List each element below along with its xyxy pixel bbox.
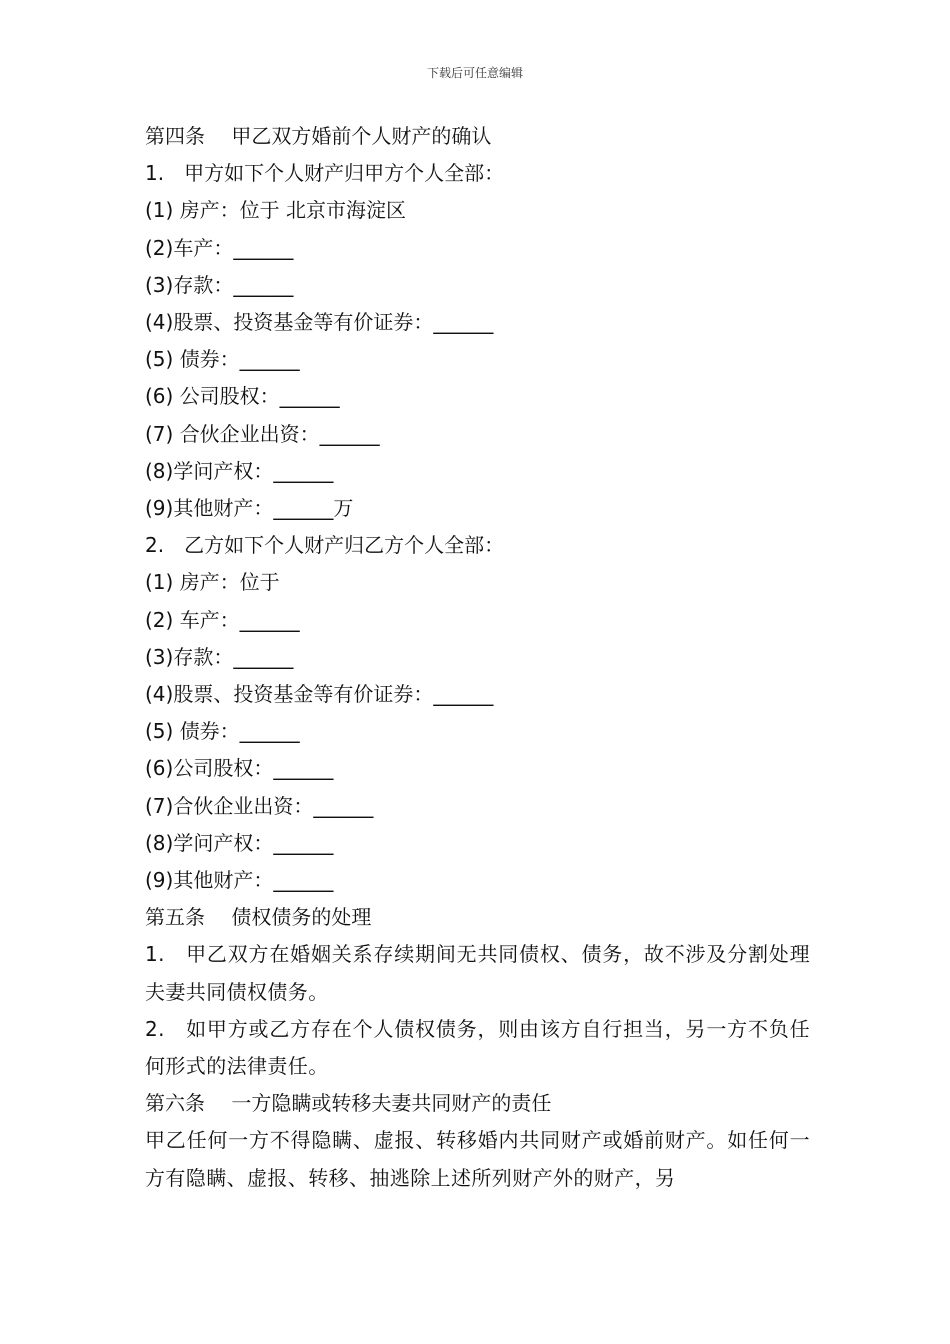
list-item: (1) 房产：位于 (145, 570, 280, 595)
list-item: (6)公司股权：______ (145, 756, 334, 781)
article-5-title: 第五条 债权债务的处理 (145, 905, 372, 930)
clause-2-party-b: 2. 乙方如下个人财产归乙方个人全部： (145, 533, 505, 558)
list-item: (3)存款：______ (145, 272, 294, 297)
list-item: (8)学问产权：______ (145, 458, 334, 483)
article-5-clause-1: 1. 甲乙双方在婚姻关系存续期间无共同债权、债务，故不涉及分割处理夫妻共同债权债务。 (145, 942, 810, 1004)
clause-1-party-a: 1. 甲方如下个人财产归甲方个人全部： (145, 161, 505, 186)
list-item: (4)股票、投资基金等有价证券：______ (145, 682, 494, 707)
list-item: (8)学问产权：______ (145, 830, 334, 855)
list-item: (5) 债券：______ (145, 719, 300, 744)
document-body (145, 118, 810, 1197)
article-6-title: 第六条 一方隐瞒或转移夫妻共同财产的责任 (145, 1091, 552, 1116)
list-item: (2)车产：______ (145, 235, 294, 260)
list-item: (6) 公司股权：______ (145, 384, 340, 409)
list-item: (1) 房产：位于 北京市海淀区 (145, 198, 407, 223)
list-item: (9)其他财产：______ (145, 868, 334, 893)
list-item: (7) 合伙企业出资：______ (145, 421, 380, 446)
list-item: (3)存款：______ (145, 644, 294, 669)
list-item: (9)其他财产：______万 (145, 496, 354, 521)
article-5-clause-2: 2. 如甲方或乙方存在个人债权债务，则由该方自行担当，另一方不负任何形式的法律责任。 (145, 1016, 810, 1079)
article-4-title: 第四条 甲乙双方婚前个人财产的确认 (145, 124, 492, 148)
list-item: (7)合伙企业出资：______ (145, 793, 374, 818)
article-6-paragraph: 甲乙任何一方不得隐瞒、虚报、转移婚内共同财产或婚前财产。如任何一方有隐瞒、虚报、转移、抽逃除上述所列财产外的财产，另 (145, 1128, 810, 1190)
list-item: (5) 债券：______ (145, 347, 300, 372)
list-item: (4)股票、投资基金等有价证券：______ (145, 310, 494, 335)
list-item: (2) 车产：______ (145, 607, 300, 632)
page-header: 下载后可任意编辑 (426, 66, 523, 80)
